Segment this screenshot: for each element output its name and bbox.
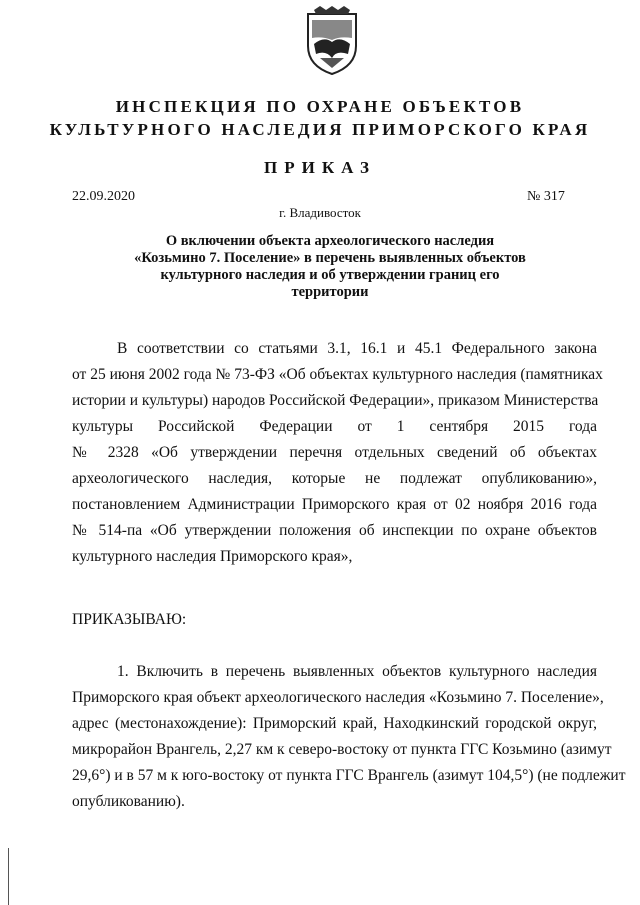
item-1-line: адрес (местонахождение): Приморский край, Находкинский городской округ, [72, 715, 597, 732]
item-1-line: микрорайон Врангель, 2,27 км к северо-востоку от пункта ГГС Козьмино (азимут [72, 741, 612, 758]
document-date: 22.09.2020 [72, 189, 135, 204]
preamble-line: от 25 июня 2002 года № 73-ФЗ «Об объектах культурного наследия (памятниках [72, 366, 603, 383]
document-type-title: ПРИКАЗ [264, 158, 376, 177]
organization-name-line-1: ИНСПЕКЦИЯ ПО ОХРАНЕ ОБЪЕКТОВ [115, 97, 525, 116]
item-1-line: 1. Включить в перечень выявленных объектов культурного наследия [117, 663, 597, 680]
organization-name-line-2: КУЛЬТУРНОГО НАСЛЕДИЯ ПРИМОРСКОГО КРАЯ [49, 120, 591, 139]
item-1-line: опубликованию). [72, 793, 185, 810]
preamble-line: археологического наследия, которые не подлежат опубликованию», [72, 470, 597, 487]
preamble-line: культурного наследия Приморского края», [72, 548, 353, 565]
preamble-line: постановлением Администрации Приморского края от 02 ноября 2016 года [72, 496, 597, 513]
preamble-line: истории и культуры) народов Российской Федерации», приказом Министерства [72, 392, 599, 409]
item-1-line: 29,6°) и в 57 м к юго-востоку от пункта ГГС Врангель (азимут 104,5°) (не подлежит [72, 767, 626, 784]
preamble-line: № 514-па «Об утверждении положения об инспекции по охране объектов [72, 522, 597, 539]
preamble-line: № 2328 «Об утверждении перечня отдельных сведений об объектах [72, 444, 597, 461]
scan-margin-line [8, 848, 9, 905]
preamble-line: В соответствии со статьями 3.1, 16.1 и 45.1 Федерального закона [117, 340, 597, 357]
document-number: № 317 [527, 189, 565, 204]
coat-of-arms-emblem [300, 6, 364, 76]
document-city: г. Владивосток [279, 205, 361, 220]
order-word: ПРИКАЗЫВАЮ: [72, 611, 187, 628]
item-1-line: Приморского края объект археологического наследия «Козьмино 7. Поселение», [72, 689, 604, 706]
preamble-line: культуры Российской Федерации от 1 сентября 2015 года [72, 418, 597, 435]
document-subject: О включении объекта археологического наследия «Козьмино 7. Поселение» в перечень выявленных объектов культурного наследия и об утверждении границ его территории [134, 233, 526, 300]
